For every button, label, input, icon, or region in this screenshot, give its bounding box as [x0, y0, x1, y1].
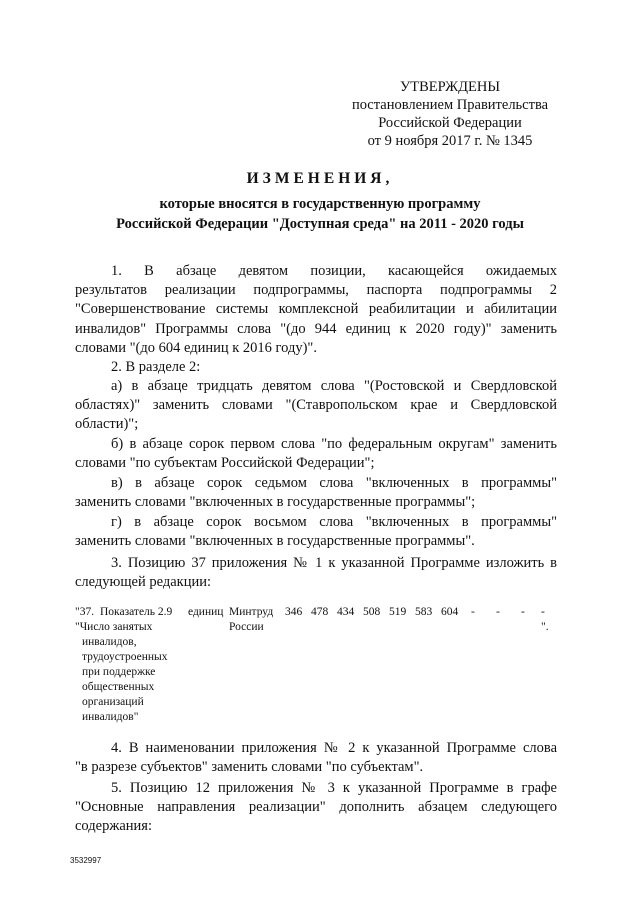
- value-cell: 478: [311, 606, 329, 618]
- p5-line: "Основные направления реализации" дополнить абзацем следующего: [75, 799, 557, 816]
- approval-block: [330, 78, 570, 150]
- value-cell: 508: [363, 606, 381, 618]
- p1-line: результатов реализации подпрограммы, паспорта подпрограммы 2: [75, 282, 557, 299]
- indicator-line: трудоустроенных: [82, 651, 168, 663]
- paragraph-4: [75, 739, 557, 777]
- indicator-line: общественных: [82, 681, 155, 693]
- paragraph-5: [75, 779, 557, 837]
- indicator-line: инвалидов,: [82, 636, 137, 648]
- p4-line: 4. В наименовании приложения № 2 к указанной Программе слова: [111, 740, 557, 756]
- paragraph-1: [75, 262, 557, 358]
- indicator-line: организаций: [82, 696, 144, 708]
- paragraph-2g: [75, 513, 557, 551]
- p5-line: 5. Позицию 12 приложения № 3 к указанной Программе в графе: [111, 780, 557, 796]
- indicator-line: Показатель 2.9: [100, 606, 173, 618]
- approval-decree: постановлением Правительства: [351, 97, 549, 113]
- paragraph-2v: [75, 474, 557, 512]
- unit-cell: единиц: [188, 606, 224, 618]
- p4-line: "в разрезе субъектов" заменить словами "по субъектам".: [75, 759, 424, 776]
- value-cell: 346: [285, 606, 303, 618]
- document-code: 3532997: [70, 856, 102, 865]
- pg-line: г) в абзаце сорок восьмом слова "включенных в программы": [111, 514, 557, 530]
- indicator-cell: [75, 605, 225, 725]
- pa-line: а) в абзаце тридцать девятом слова "(Ростовской и Свердловской: [111, 378, 557, 394]
- ministry-line: Минтруд: [229, 606, 274, 618]
- subtitle-line-2: Российской Федерации "Доступная среда" на 2011 - 2020 годы: [116, 216, 524, 232]
- document-heading: ИЗМЕНЕНИЯ,: [246, 170, 394, 187]
- approval-title: УТВЕРЖДЕНЫ: [399, 79, 501, 95]
- p1-line: инвалидов" Программы слова "(до 944 единиц к 2020 году)" заменить: [75, 320, 557, 337]
- ministry-line: России: [229, 621, 264, 633]
- value-cell: -: [521, 606, 525, 618]
- pg-line: заменить словами "включенных в государственные программы".: [75, 533, 475, 550]
- p3-line: 3. Позицию 37 приложения № 1 к указанной Программе изложить в: [111, 555, 557, 571]
- p1-line: словами "(до 604 единиц к 2016 году)".: [75, 339, 317, 356]
- p3-line: следующей редакции:: [75, 574, 212, 591]
- value-cell: 583: [415, 606, 433, 618]
- pa-line: области)";: [75, 416, 139, 433]
- paragraph-3: [75, 554, 557, 592]
- value-cell: -: [496, 606, 500, 618]
- pb-line: б) в абзаце сорок первом слова "по федеральным округам" заменить: [111, 436, 557, 452]
- value-cell: 519: [389, 606, 407, 618]
- indicator-line: инвалидов": [82, 711, 139, 723]
- p5-line: содержания:: [75, 818, 153, 835]
- pa-line: областях)" заменить словами "(Ставропольском крае и Свердловской: [75, 397, 557, 414]
- p1-line: "Совершенствование системы комплексной реабилитации и абилитации: [75, 301, 557, 318]
- pv-line: в) в абзаце сорок седьмом слова "включенных в программы": [111, 475, 557, 491]
- p1-line: 1. В абзаце девятом позиции, касающейся ожидаемых: [111, 263, 557, 279]
- document-subtitle: [0, 194, 640, 234]
- approval-date-number: от 9 ноября 2017 г. № 1345: [367, 133, 533, 149]
- approval-authority: Российской Федерации: [378, 115, 522, 131]
- value-cell: -: [471, 606, 475, 618]
- value-cell: 434: [337, 606, 355, 618]
- ministry-cell: [229, 605, 273, 635]
- pv-line: заменить словами "включенных в государственные программы";: [75, 494, 476, 511]
- indicator-line: при поддержке: [82, 666, 156, 678]
- indicator-line: "Число занятых: [75, 621, 153, 633]
- subtitle-line-1: которые вносятся в государственную программу: [159, 196, 481, 212]
- value-cell: 604: [441, 606, 459, 618]
- pb-line: словами "по субъектам Российской Федерации";: [75, 455, 375, 472]
- value-cell: -".: [541, 606, 549, 633]
- p2-line: 2. В разделе 2:: [111, 359, 201, 375]
- row-number: "37.: [75, 606, 95, 618]
- paragraph-2b: [75, 435, 557, 473]
- paragraph-2: [75, 358, 557, 377]
- paragraph-2a: [75, 377, 557, 435]
